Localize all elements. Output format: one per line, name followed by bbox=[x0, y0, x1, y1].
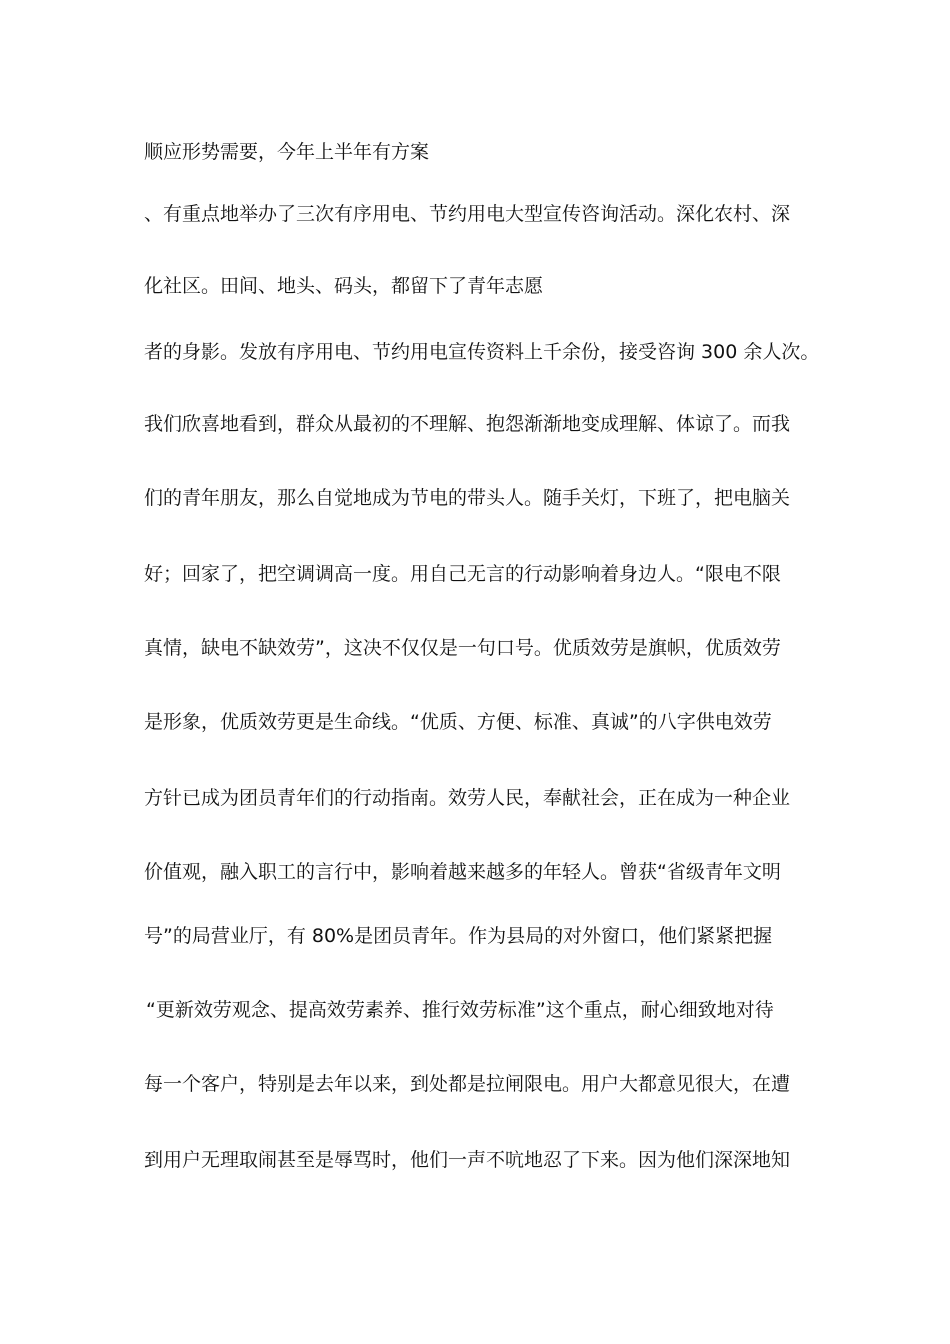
text-line: 每一个客户，特别是去年以来，到处都是拉闸限电。用户大都意见很大，在遭 bbox=[144, 1073, 791, 1095]
text-line: 、有重点地举办了三次有序用电、节约用电大型宣传咨询活动。深化农村、深 bbox=[144, 203, 791, 225]
text-line: 化社区。田间、地头、码头，都留下了青年志愿 bbox=[144, 275, 544, 297]
text-line: 者的身影。发放有序用电、节约用电宣传资料上千余份，接受咨询 300 余人次。 bbox=[144, 341, 820, 363]
text-line: 顺应形势需要，今年上半年有方案 bbox=[144, 141, 430, 163]
text-line: 方针已成为团员青年们的行动指南。效劳人民，奉献社会，正在成为一种企业 bbox=[144, 787, 791, 809]
text-line: 我们欣喜地看到，群众从最初的不理解、抱怨渐渐地变成理解、体谅了。而我 bbox=[144, 413, 791, 435]
text-line: 号”的局营业厅，有 80%是团员青年。作为县局的对外窗口，他们紧紧把握 bbox=[144, 925, 773, 947]
text-line: 价值观，融入职工的言行中，影响着越来越多的年轻人。曾获“省级青年文明 bbox=[144, 861, 781, 883]
text-line: 是形象，优质效劳更是生命线。“优质、方便、标准、真诚”的八字供电效劳 bbox=[144, 711, 772, 733]
text-line: 们的青年朋友，那么自觉地成为节电的带头人。随手关灯，下班了，把电脑关 bbox=[144, 487, 791, 509]
text-line: 好；回家了，把空调调高一度。用自己无言的行动影响着身边人。“限电不限 bbox=[144, 563, 781, 585]
text-line: 真情，缺电不缺效劳”，这决不仅仅是一句口号。优质效劳是旗帜，优质效劳 bbox=[144, 637, 781, 659]
text-line: “更新效劳观念、提高效劳素养、推行效劳标准”这个重点，耐心细致地对待 bbox=[146, 999, 774, 1021]
text-line: 到用户无理取闹甚至是辱骂时，他们一声不吭地忍了下来。因为他们深深地知 bbox=[144, 1149, 791, 1171]
